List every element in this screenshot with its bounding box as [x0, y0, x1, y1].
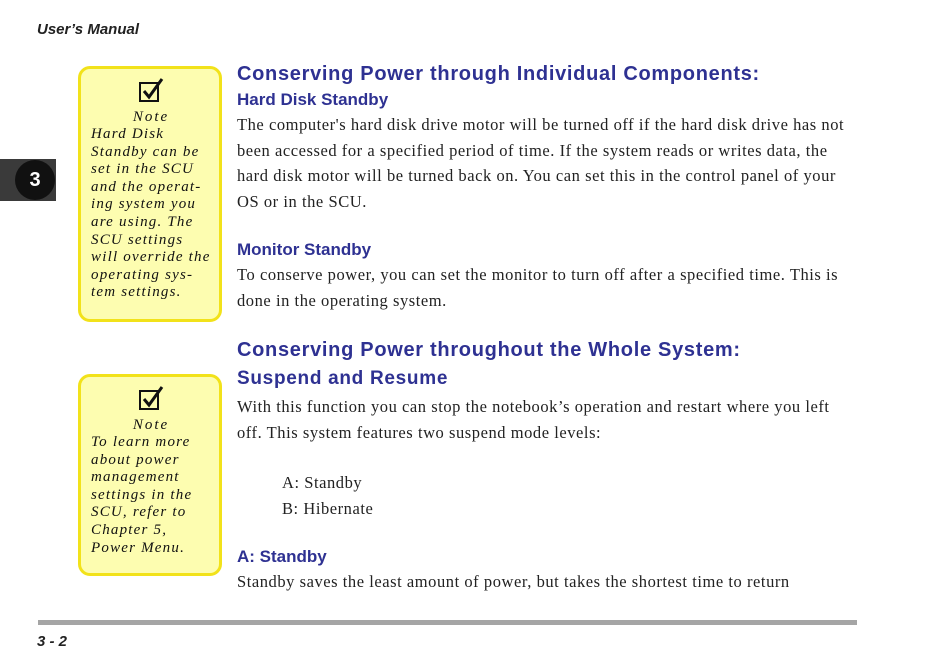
page-number: 3 - 2 — [37, 633, 68, 650]
manual-title: User’s Manual — [37, 21, 139, 38]
suspend-paragraph: With this function you can stop the notebook’s operation and restart where you left off. This system features two suspend mode levels: — [237, 397, 830, 442]
checkbox-icon — [138, 385, 164, 411]
chapter-number: 3 — [15, 160, 55, 200]
subheading-suspend-resume: Suspend and Resume — [237, 368, 449, 389]
note-text: Hard Disk Standby can be set in the SCU and the operat-ing system you are using. The SCU settings will override the operating sys-tem settings. — [91, 126, 211, 301]
section-heading-components: Conserving Power through Individual Components: — [237, 63, 760, 85]
note-title: Note — [132, 109, 170, 125]
subheading-hard-disk: Hard Disk Standby — [237, 90, 389, 109]
hard-disk-paragraph: The computer's hard disk drive motor will be turned off if the hard disk drive has not been accessed for a specified period of time. If the system reads or writes data, the hard disk motor will be turned back on. You can set this in the control panel of your OS or in the SCU. — [237, 115, 845, 211]
list-item: B: Hibernate — [282, 498, 374, 518]
section-heading-whole-system: Conserving Power throughout the Whole System: — [237, 339, 741, 361]
note-title: Note — [132, 417, 170, 433]
note-text: To learn more about power management settings in the SCU, refer to Chapter 5, Power Menu. — [91, 434, 193, 556]
subheading-standby: A: Standby — [237, 547, 327, 566]
note-box-power-menu — [78, 374, 222, 576]
list-item: A: Standby — [282, 473, 363, 492]
checkbox-icon — [138, 77, 164, 103]
subheading-monitor: Monitor Standby — [237, 240, 372, 259]
footer-divider — [38, 620, 857, 625]
main-content — [237, 60, 857, 595]
standby-paragraph: Standby saves the least amount of power, but takes the shortest time to return — [237, 572, 790, 591]
monitor-paragraph: To conserve power, you can set the monitor to turn off after a specified time. This is done in the operating system. — [237, 265, 839, 310]
note-box-hard-disk — [78, 66, 222, 322]
suspend-mode-list — [237, 470, 857, 521]
